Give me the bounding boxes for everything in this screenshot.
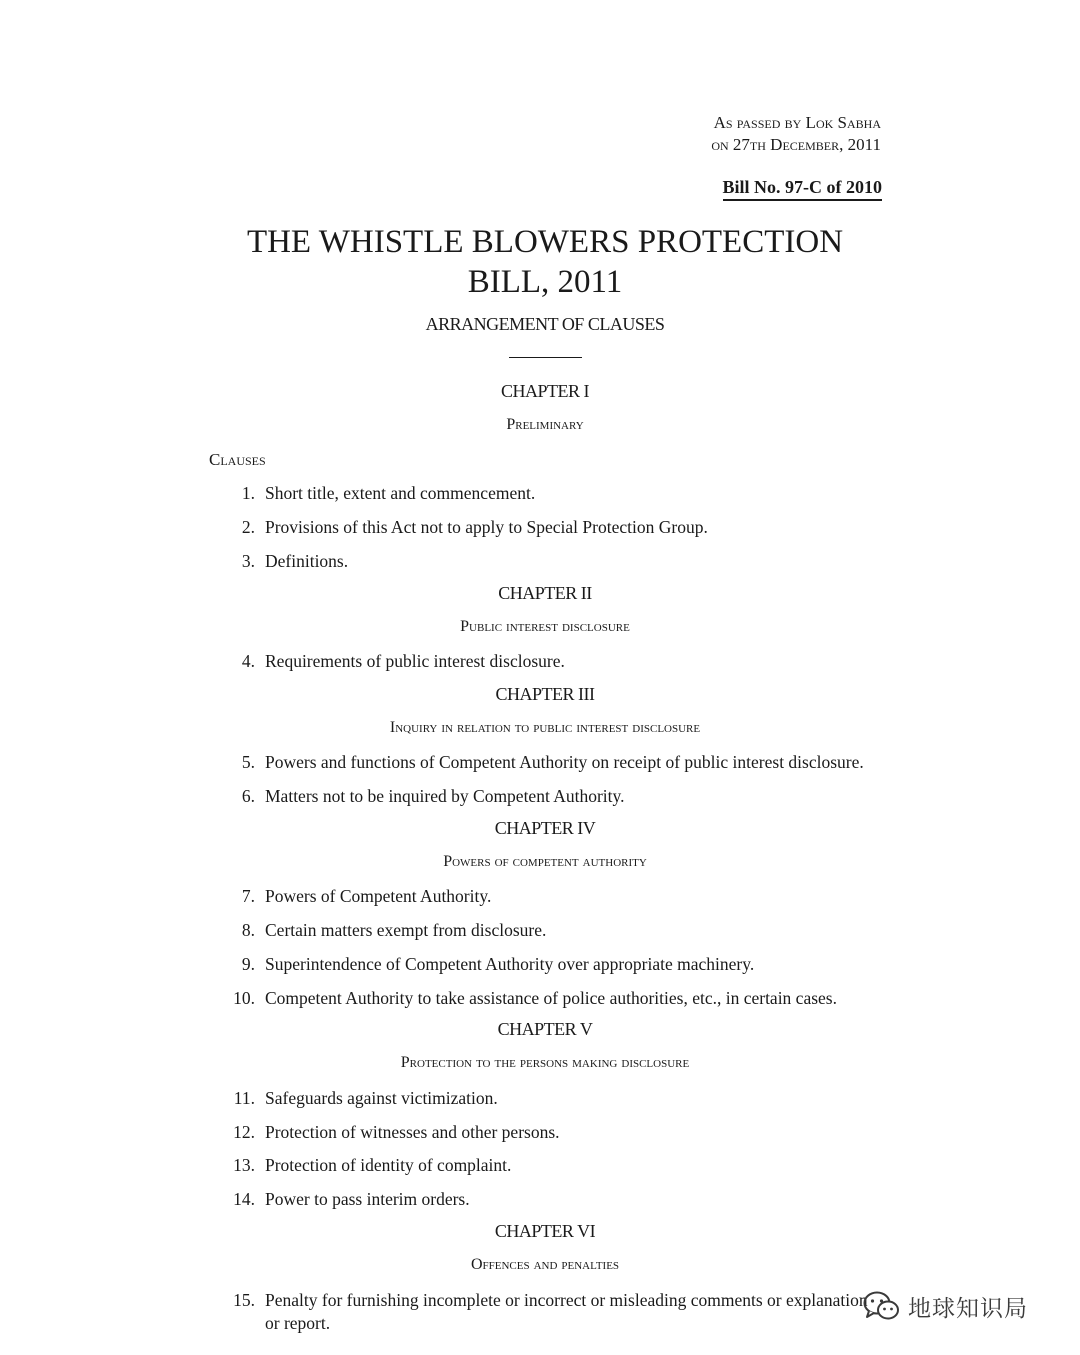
clause-number: 14.	[233, 1189, 255, 1209]
clause-text: Requirements of public interest disclosure.	[265, 651, 565, 671]
clause-text: Penalty for furnishing incomplete or incorrect or misleading comments or explanation or report.	[265, 1290, 868, 1333]
clause-text: Matters not to be inquired by Competent Authority.	[265, 786, 625, 806]
clause-text: Power to pass interim orders.	[265, 1189, 470, 1209]
chapter-subtitle: Powers of competent authority	[443, 853, 647, 870]
clause-text: Powers of Competent Authority.	[265, 886, 492, 906]
chapter-heading: CHAPTER VI	[494, 1221, 596, 1241]
chapter-subtitle: Preliminary	[506, 416, 584, 433]
chapter-heading: CHAPTER IV	[494, 818, 596, 838]
divider	[509, 357, 582, 358]
passed-line-2: on 27th December, 2011	[711, 135, 881, 154]
clauses-label: Clauses	[209, 450, 266, 469]
clause-number: 10.	[233, 988, 255, 1008]
clause-text: Definitions.	[265, 551, 349, 571]
clause-number: 5.	[241, 752, 255, 772]
chapter-subtitle: Public interest disclosure	[460, 618, 630, 635]
clause-text: Safeguards against victimization.	[265, 1088, 498, 1108]
clause-number: 2.	[241, 517, 255, 537]
chapter-heading: CHAPTER II	[498, 583, 592, 603]
clause-number: 8.	[241, 920, 255, 940]
clause-text: Short title, extent and commencement.	[265, 483, 536, 503]
title-line-1: THE WHISTLE BLOWERS PROTECTION	[246, 224, 844, 260]
clause-text: Protection of identity of complaint.	[265, 1155, 512, 1175]
clause-number: 3.	[241, 551, 255, 571]
clause-text: Superintendence of Competent Authority over appropriate machinery.	[265, 954, 755, 974]
watermark	[862, 1288, 1028, 1324]
chapter-subtitle: Inquiry in relation to public interest disclosure	[389, 719, 701, 736]
title-line-2: BILL, 2011	[467, 264, 623, 300]
clause-text: Competent Authority to take assistance of police authorities, etc., in certain cases.	[265, 988, 837, 1008]
arrangement-heading: ARRANGEMENT OF CLAUSES	[425, 314, 665, 334]
clause-number: 11.	[233, 1088, 255, 1108]
clause-number: 6.	[241, 786, 255, 806]
clause-text: Powers and functions of Competent Authority on receipt of public interest disclosure.	[265, 752, 864, 772]
clause-number: 15.	[233, 1290, 255, 1310]
chapter-heading: CHAPTER V	[497, 1019, 593, 1039]
clause-number: 9.	[241, 954, 255, 974]
clause-text: Protection of witnesses and other persons.	[265, 1122, 560, 1142]
clause-text: Provisions of this Act not to apply to Special Protection Group.	[265, 517, 708, 537]
watermark-text: 地球知识局	[908, 1295, 1028, 1322]
document-title	[0, 222, 1080, 302]
clause-number: 4.	[241, 651, 255, 671]
clause-number: 13.	[233, 1155, 255, 1175]
chapter-subtitle: Protection to the persons making disclosure	[400, 1054, 690, 1071]
passed-line-1: As passed by Lok Sabha	[713, 113, 881, 132]
clause-number: 12.	[233, 1122, 255, 1142]
chapter-heading: CHAPTER III	[495, 684, 595, 704]
chapter-heading: CHAPTER I	[500, 381, 589, 401]
clause-number: 1.	[241, 483, 255, 503]
wechat-icon	[862, 1290, 900, 1322]
chapter-subtitle: Offences and penalties	[470, 1256, 620, 1273]
passed-notice	[711, 112, 881, 156]
clause-number: 7.	[241, 886, 255, 906]
clause-text: Certain matters exempt from disclosure.	[265, 920, 547, 940]
bill-number: Bill No. 97-C of 2010	[723, 176, 883, 201]
